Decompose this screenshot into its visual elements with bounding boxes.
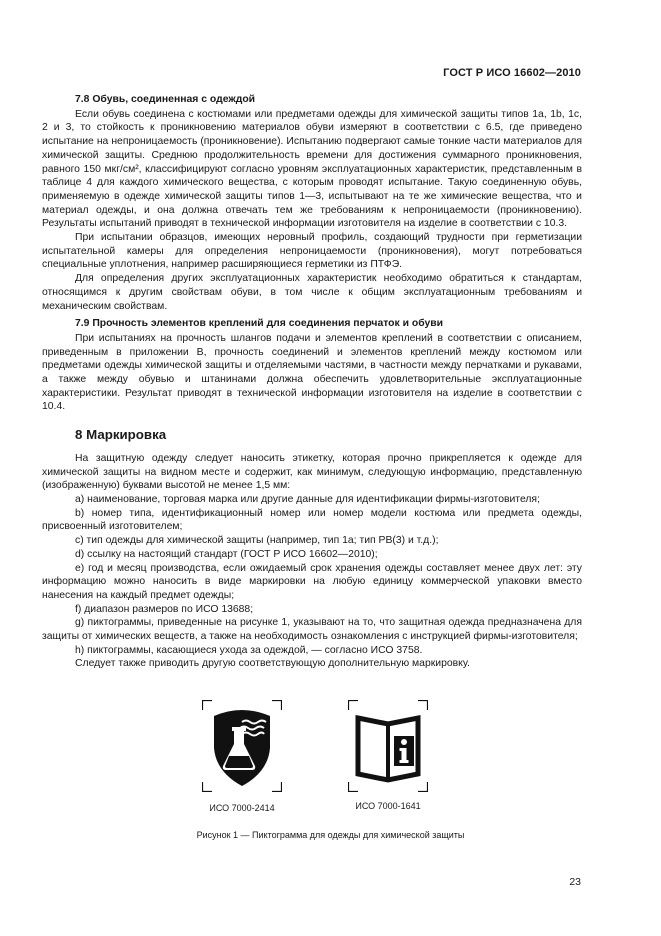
- marking-item-b: b) номер типа, идентификационный номер или номер модели костюма или предмета одежды, присвоенный изготовителем;: [42, 507, 582, 533]
- section-7-9-paragraph-1: При испытаниях на прочность шлангов подачи и элементов креплений в соответствии с описанием, приведенным в приложении В, прочность соединений и элементов креплений между костюмом или предметами одежды химической защиты и отделяемыми частями, в частности между перчатками и рукавами, а также между обувью и штанинами должна обеспечить удовлетворительные эксплуатационные характеристики. Результат приводят в технической информации изготовителя на изделие в соответствии с 10.4.: [42, 332, 582, 413]
- section-7-8-paragraph-1: Если обувь соединена с костюмами или предметами одежды для химической защиты типов 1a, 1b, 1c, 2 и 3, то стойкость к проникновению материалов обуви измеряют в соответствии с 6.5, где приведено испытание на непроницаемость (проникновение). Испытанию подвергают самые тонкие части материалов для химической защиты. Среднюю продолжительность времени для достижения суммарного проникновения, равного 150 мкг/см², классифицируют согласно уровням эксплуатационных характеристик, представленным в таблице 4 для каждого химического вещества, с которым проводят испытание. Такую соединенную обувь, применяемую в одежде химической защиты типов 1—3, испытывают на те же химические вещества, что и материал одежды, и она должна отвечать тем же требованиям к непроницаемости (проникновению). Результаты испытаний приводят в технической информации изготовителя на изделие в соответствии с 10.3.: [42, 108, 582, 230]
- marking-item-d: d) ссылку на настоящий стандарт (ГОСТ Р ИСО 16602—2010);: [75, 548, 378, 560]
- chemical-protection-pictogram: [202, 700, 282, 792]
- marking-list: [42, 493, 582, 657]
- figure-caption: Рисунок 1 — Пиктограмма для одежды для химической защиты: [196, 830, 465, 840]
- marking-item-h: h) пиктограммы, касающиеся ухода за одеждой, — согласно ИСО 3758.: [75, 644, 423, 656]
- section-7-8-title: 7.8 Обувь, соединенная с одеждой: [75, 94, 256, 105]
- chemical-protection-icon: [202, 700, 282, 792]
- page-number: 23: [569, 876, 581, 888]
- section-7-8-paragraph-2: При испытании образцов, имеющих неровный профиль, создающий трудности при герметизации испытательной камеры для определения непроницаемости (проникновения), могут потребоваться специальные уплотнения, например расширяющиеся герметики из ПТФЭ.: [42, 232, 582, 271]
- marking-item-g: g) пиктограммы, приведенные на рисунке 1, указывают на то, что защитная одежда предназначена для защиты от химических веществ, а также на необходимость ознакомления с инструкцией фирмы-изготовителя;: [42, 617, 582, 643]
- section-8-closing: Следует также приводить другую соответствующую дополнительную маркировку.: [75, 658, 470, 670]
- section-8-title: 8 Маркировка: [75, 427, 167, 443]
- marking-item-e: e) год и месяц производства, если ожидаемый срок хранения одежды составляет менее двух лет: эту информацию можно наносить в виде маркировки на любую единицу коммерческой упаковки вместо нанесения на каждый предмет одежды;: [42, 562, 582, 601]
- marking-item-a: a) наименование, торговая марка или другие данные для идентификации фирмы-изготовителя;: [75, 493, 540, 505]
- section-7-8-paragraph-3: Для определения других эксплуатационных характеристик необходимо обратиться к стандартам, относящимся к другим свойствам обуви, в том числе к общим эксплуатационным требованиям и механическим свойствам.: [42, 273, 582, 312]
- pictogram-1-code: ИСО 7000-2414: [209, 803, 275, 813]
- body-text: [42, 93, 582, 671]
- pictogram-2-code: ИСО 7000-1641: [355, 801, 421, 811]
- document-header: ГОСТ Р ИСО 16602—2010: [443, 67, 581, 79]
- section-7-9-title: 7.9 Прочность элементов креплений для соединения перчаток и обуви: [75, 318, 444, 330]
- marking-item-f: f) диапазон размеров по ИСО 13688;: [75, 603, 254, 615]
- figure-1: [0, 700, 661, 830]
- section-8-intro: На защитную одежду следует наносить этикетку, которая прочно прикрепляется к одежде для химической защиты на видном месте и содержит, как минимум, следующую информацию, представленную (изображенную) буквами высотой не менее 1,5 мм:: [42, 452, 582, 492]
- instructions-pictogram: [348, 700, 428, 792]
- info-book-icon: [348, 700, 428, 792]
- marking-item-c: c) тип одежды для химической защиты (например, тип 1a; тип PB(3) и т.д.);: [75, 535, 439, 547]
